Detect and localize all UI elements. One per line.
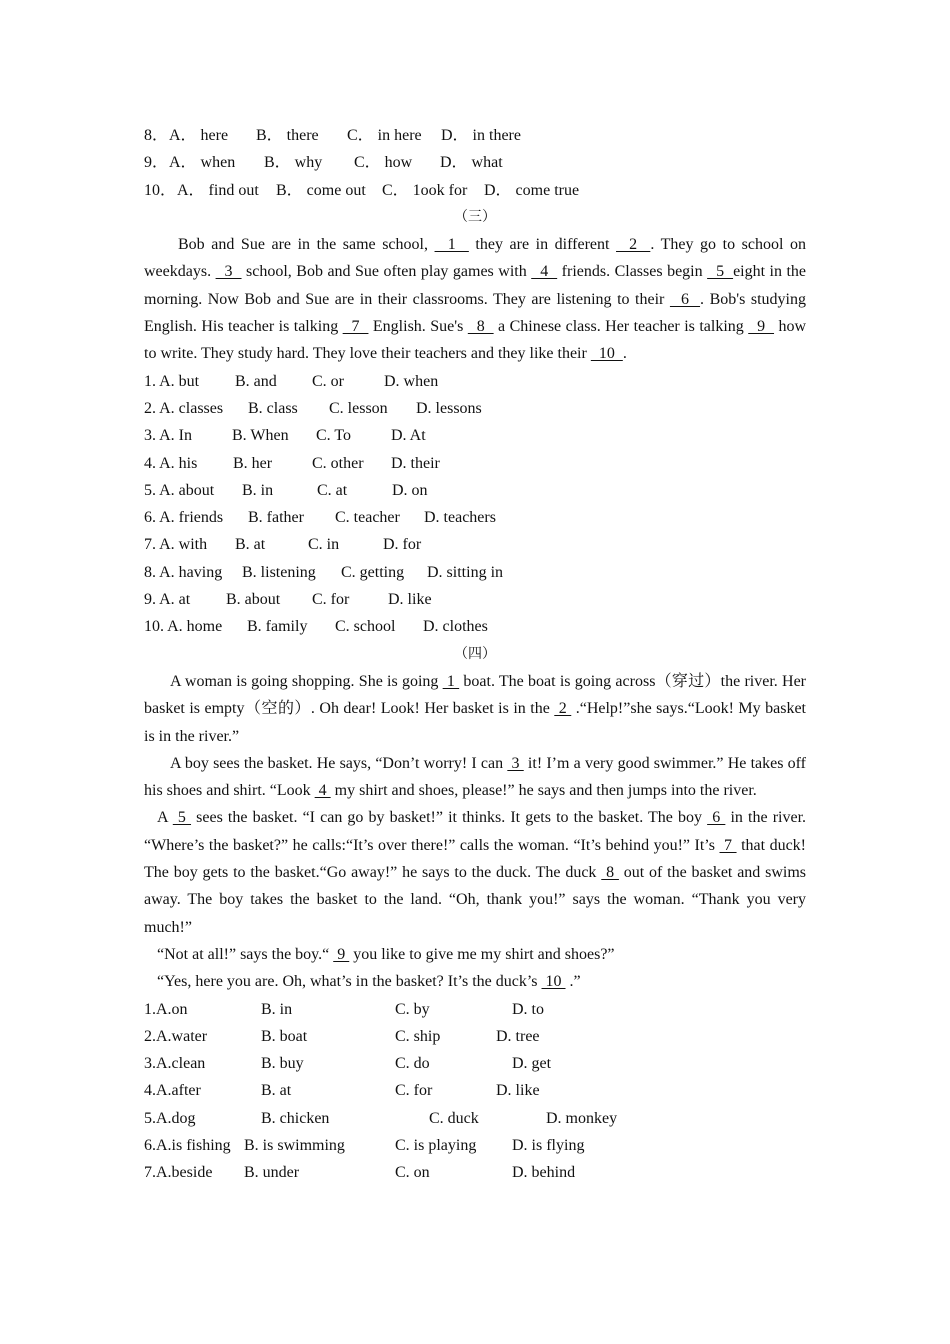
answer-blank: 1 [434,236,469,254]
passage-text: eight in the morning. Now Bob and Sue are in their classrooms. They are listening to their [144,263,807,308]
option-d: D. for [383,536,422,554]
option-a: 3. A. In [144,427,192,445]
option-b: B. When [232,427,289,445]
passage-text: “Yes, here you are. Oh, what’s in the basket? It’s the duck’s [157,973,542,991]
cloze-passage [144,231,806,367]
option-c: C. other [312,454,364,472]
passage-text: a Chinese class. Her teacher is talking [493,318,749,336]
answer-blank: 9 [333,945,350,963]
option-b: B． why [264,154,323,172]
answer-blank: 1 [442,672,460,690]
answer-blank: 6 [707,809,726,827]
option-c: C. duck [429,1109,479,1127]
option-a: A． find out [177,181,259,199]
option-b: B. father [248,509,304,527]
option-c: C. school [335,618,396,636]
option-b: B. about [226,591,281,609]
answer-blank: 7 [342,318,369,336]
answer-blank: 5 [707,263,734,281]
option-row [144,1023,806,1050]
option-c: C. lesson [329,399,388,417]
option-row [144,422,806,449]
option-b: B. in [242,481,274,499]
option-c: C. ship [395,1027,441,1045]
option-a: 1.A.on [144,1000,188,1018]
option-d: D. when [384,372,439,390]
option-d: D． come true [484,181,580,199]
option-d: D． what [440,154,503,172]
option-d: D. get [512,1055,552,1073]
passage-text: A woman is going shopping. She is going [170,672,443,690]
option-b: B. at [261,1082,292,1100]
option-b: B. class [248,399,298,417]
option-b: B． there [256,127,319,144]
option-d: D. teachers [424,509,496,527]
option-d: D. sitting in [427,563,504,581]
option-a: 6.A.is fishing [144,1136,231,1154]
option-row [144,450,806,477]
option-b: B. is swimming [244,1136,345,1154]
option-c: C. teacher [335,509,400,527]
passage-text: boat. The boat is going across（穿过）the river. Her basket is empty（空的）. Oh dear! Look! Her basket is in the [144,672,806,718]
answer-blank: 5 [172,809,192,827]
answer-blank: 10 [541,973,566,991]
option-b: B. listening [242,563,316,581]
answer-blank: 9 [748,318,775,336]
answer-blank: 8 [467,318,494,336]
passage-text: A boy sees the basket. He says, “Don’t worry! I can [170,754,508,772]
option-c: C. do [395,1055,430,1073]
question-number: 9． [144,154,169,172]
option-a: A． here [169,127,229,144]
option-b: B. at [235,536,266,554]
passage-text: in the river. “Where’s the basket?” he calls:“It’s over there!” calls the woman. “It’s behind you!” It’s [144,809,807,854]
option-row [144,395,806,422]
option-b: B． come out [276,181,366,199]
option-row [144,559,806,586]
option-d: D. behind [512,1164,576,1182]
option-row [144,996,806,1023]
passage-paragraph [144,804,806,940]
passage-text: that duck! The boy gets to the basket.“Go away!” he says to the duck. The duck [144,836,807,882]
passage-paragraph [144,668,806,750]
option-row [144,177,806,204]
option-a: 2.A.water [144,1027,208,1045]
option-b: B. her [233,454,273,472]
option-a: 3.A.clean [144,1055,206,1073]
passage-text: school, Bob and Sue often play games with [241,263,532,281]
option-c: C. in [308,536,340,554]
option-c: C. To [316,427,352,445]
passage-text: . [622,345,627,363]
option-list [144,996,806,1187]
answer-blank: 4 [314,782,331,800]
option-c: C. getting [341,563,405,581]
option-a: 2. A. classes [144,399,224,417]
option-d: D. to [512,1000,544,1018]
passage-text: you like to give me my shirt and shoes?” [349,945,615,963]
option-row [144,531,806,558]
option-b: B. buy [261,1055,304,1073]
passage-text: .” [565,973,581,991]
option-a: 6. A. friends [144,509,224,527]
option-c: C． how [354,154,413,172]
question-number: 10． [144,181,177,199]
option-d: D. their [391,454,440,472]
answer-blank: 3 [215,263,242,281]
option-d: D. tree [496,1027,540,1045]
option-a: 4.A.after [144,1082,201,1100]
option-d: D. like [496,1082,540,1100]
option-row [144,1050,806,1077]
option-row [144,1077,806,1104]
section-heading: （三） [454,209,496,225]
passage-text: A [157,809,173,827]
document-page [144,122,806,1187]
option-row [144,149,806,176]
answer-blank: 2 [554,700,572,718]
cloze-passage [144,668,806,996]
option-d: D. At [391,427,426,445]
option-c: C. or [312,372,344,390]
option-b: B. in [261,1000,293,1018]
answer-blank: 2 [616,236,651,254]
option-a: A． when [169,154,236,172]
passage-paragraph [144,968,806,995]
passage-text: “Not at all!” says the boy.“ [157,945,334,963]
passage-text: . Bob's studying English. His teacher is talking [144,290,807,336]
option-row [144,368,806,395]
option-d: D. is flying [512,1136,585,1154]
option-c: C． in here [347,127,422,144]
passage-paragraph [144,750,806,805]
option-d: D． in there [441,127,521,144]
option-a: 1. A. but [144,372,200,390]
option-b: B. and [235,372,277,390]
option-c: C. at [317,481,348,499]
answer-blank: 8 [601,864,619,882]
option-c: C． 1ook for [382,181,468,199]
option-a: 5. A. about [144,481,215,499]
passage-text: friends. Classes begin [557,263,708,281]
passage-text: Bob and Sue are in the same school, [178,236,435,254]
passage-text: my shirt and shoes, please!” he says and then jumps into the river. [330,782,757,800]
option-b: B. family [247,618,308,636]
passage-text: how to write. They study hard. They love their teachers and they like their [144,318,807,363]
passage-paragraph [144,941,806,968]
option-row [144,122,806,149]
option-row [144,586,806,613]
option-list [144,368,806,641]
option-row [144,477,806,504]
option-row [144,1132,806,1159]
option-a: 7. A. with [144,536,208,554]
option-a: 8. A. having [144,563,223,581]
option-d: D. like [388,591,432,609]
passage-text: .“Help!”she says.“Look! My basket is in the river.” [144,700,806,745]
passage-text: . They go to school on weekdays. [144,236,807,281]
answer-blank: 7 [719,836,737,854]
option-c: C. for [395,1082,433,1100]
option-d: D. monkey [546,1109,618,1127]
option-d: D. on [392,481,428,499]
question-number: 8． [144,127,169,144]
option-b: B. boat [261,1027,308,1045]
option-b: B. under [244,1164,300,1182]
passage-text: sees the basket. “I can go by basket!” it thinks. It gets to the basket. The boy [191,809,708,827]
option-a: 5.A.dog [144,1109,196,1127]
passage-text: it! I’m a very good swimmer.” He takes off his shoes and shirt. “Look [144,754,807,800]
option-c: C. is playing [395,1136,477,1154]
section-heading: （四） [454,646,496,662]
option-row [144,1159,806,1186]
answer-blank: 10 [590,345,623,363]
passage-text: out of the basket and swims away. The boy takes the basket to the land. “Oh, thank you!” says the woman. “Thank you very much!” [144,864,807,936]
option-a: 9. A. at [144,591,191,609]
option-a: 4. A. his [144,454,198,472]
option-a: 10. A. home [144,618,223,636]
option-c: C. on [395,1164,430,1182]
answer-blank: 6 [669,290,701,308]
option-c: C. for [312,591,350,609]
option-b: B. chicken [261,1109,330,1127]
option-d: D. lessons [416,399,482,417]
answer-blank: 3 [507,754,524,772]
option-c: C. by [395,1000,430,1018]
passage-text: they are in different [468,236,617,254]
option-row [144,1105,806,1132]
option-d: D. clothes [423,618,488,636]
option-row [144,504,806,531]
answer-blank: 4 [531,263,558,281]
option-row [144,613,806,640]
option-a: 7.A.beside [144,1164,213,1182]
passage-text: English. Sue's [368,318,468,336]
